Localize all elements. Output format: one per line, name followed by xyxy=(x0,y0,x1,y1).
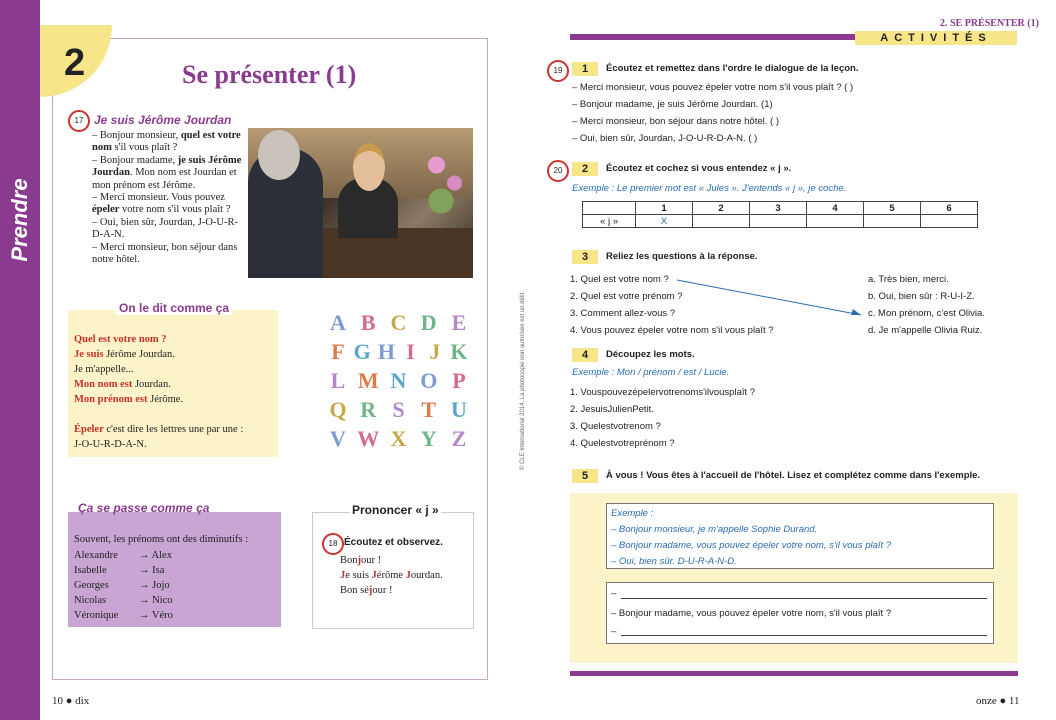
check-cell[interactable] xyxy=(750,215,807,228)
table-header-cell: 4 xyxy=(807,202,864,215)
diminutif-row: Georges → Jojo xyxy=(74,580,170,591)
dialog-order-line: – Oui, bien sûr, Jourdan, J-O-U-R-D-A-N. ( ) xyxy=(572,133,758,144)
alphabet-letter: B xyxy=(360,310,376,335)
audio-track-icon[interactable]: 17 xyxy=(68,110,90,132)
alphabet-letter: R xyxy=(360,397,377,422)
page-number-right: onze ● 11 xyxy=(976,695,1020,707)
table-header-cell: 1 xyxy=(636,202,693,215)
header-rule xyxy=(570,34,855,40)
lesson-title: Se présenter (1) xyxy=(182,60,357,89)
exercise-example: Exemple : Le premier mot est « Jules ». J'entends « j », je coche. xyxy=(572,183,847,194)
alphabet-letter: I xyxy=(406,339,415,364)
dialog-line: – Merci monsieur. Vous pouvez épeler votre nom s'il vous plaît ? xyxy=(92,192,231,216)
check-table xyxy=(582,201,978,228)
exercise-example: Exemple : Mon / prénom / est / Lucie. xyxy=(572,367,730,378)
answer-item: c. Mon prénom, c'est Olivia. xyxy=(868,308,985,319)
prononcer-title: Prononcer « j » xyxy=(352,503,439,517)
alphabet-letter: Z xyxy=(451,426,467,451)
word-cut-item: 4. Quelestvotreprénom ? xyxy=(570,438,675,449)
table-header-cell xyxy=(583,202,636,215)
example-line: – Oui, bien sûr. D-U-R-A-N-D. xyxy=(611,556,737,567)
exercise-instruction: Reliez les questions à la réponse. xyxy=(606,251,758,262)
diminutif-row: Nicolas → Nico xyxy=(74,595,173,606)
exercise-number: 4 xyxy=(572,348,598,362)
exercise-number: 3 xyxy=(572,250,598,264)
example-line: Exemple : xyxy=(611,508,654,519)
audio-track-icon[interactable]: 20 xyxy=(547,160,569,182)
alphabet-letter: Q xyxy=(329,397,347,422)
check-cell[interactable] xyxy=(693,215,750,228)
exercise-instruction: Découpez les mots. xyxy=(606,349,695,360)
prononcer-line: Bonjour ! xyxy=(340,555,382,566)
diminutif-row: Véronique → Véro xyxy=(74,610,173,621)
exercise-4-items xyxy=(570,384,755,452)
word-cut-item: 3. Quelestvotrenom ? xyxy=(570,421,661,432)
table-header-cell: 6 xyxy=(921,202,978,215)
word-cut-item: 2. JesuisJulienPetit. xyxy=(570,404,654,415)
dialog-line: – Oui, bien sûr, Jourdan, J-O-U-R-D-A-N. xyxy=(92,216,238,241)
on-le-dit-lines xyxy=(74,332,274,452)
alphabet-letter: M xyxy=(357,368,379,393)
dialog-order-line: – Merci monsieur, bon séjour dans notre hôtel. ( ) xyxy=(572,116,779,127)
diminutifs-list xyxy=(74,548,173,623)
dialog-order-line: – Bonjour madame, je suis Jérôme Jourdan. (1) xyxy=(572,99,773,110)
copyright-notice: © CLE International 2014. La photocopie non autorisée est un délit. xyxy=(520,291,526,470)
example-line: – Bonjour madame, vous pouvez épeler votre nom, s'il vous plaît ? xyxy=(611,540,892,551)
exercise-instruction: Écoutez et cochez si vous entendez « j ». xyxy=(606,163,792,174)
alphabet-letter: W xyxy=(357,426,380,451)
on-le-dit-line: Mon prénom est Jérôme. xyxy=(74,394,184,405)
alphabet-letter: J xyxy=(429,339,441,364)
answers-list xyxy=(868,271,985,339)
exercise-number: 1 xyxy=(572,62,598,76)
activities-header: ACTIVITÉS xyxy=(855,31,1017,45)
question-item: 1. Quel est votre nom ? xyxy=(570,274,669,285)
question-item: 2. Quel est votre prénom ? xyxy=(570,291,683,302)
question-item: 3. Comment allez-vous ? xyxy=(570,308,676,319)
exercise-number: 2 xyxy=(572,162,598,176)
on-le-dit-title: On le dit comme ça xyxy=(116,301,232,315)
question-item: 4. Vous pouvez épeler votre nom s'il vous plaît ? xyxy=(570,325,774,336)
prononcer-line: Je suis Jérôme Jourdan. xyxy=(340,570,443,581)
diminutif-row: Isabelle → Isa xyxy=(74,565,165,576)
alphabet-letter: A xyxy=(330,310,346,335)
diminutif-row: Alexandre → Alex xyxy=(74,550,172,561)
table-header-cell: 2 xyxy=(693,202,750,215)
alphabet-letter: U xyxy=(451,397,467,422)
alphabet-letter: H xyxy=(377,339,395,364)
answer-dash: – xyxy=(611,588,617,599)
dialog-line: – Bonjour monsieur, quel est votre nom s'il vous plaît ? xyxy=(92,130,241,154)
on-le-dit-line: Mon nom est Jourdan. xyxy=(74,379,171,390)
prononcer-line: Bon séjour ! xyxy=(340,585,393,596)
dialog-line: – Merci monsieur, bon séjour dans notre hôtel. xyxy=(92,241,238,266)
on-le-dit-line xyxy=(74,407,274,422)
alphabet-letter: S xyxy=(392,397,405,422)
alphabet-letter: P xyxy=(452,368,466,393)
on-le-dit-line: Épeler c'est dire les lettres une par une : xyxy=(74,424,244,435)
alphabet-letter: C xyxy=(390,310,407,335)
answer-dash: – xyxy=(611,626,617,637)
alphabet-letter: L xyxy=(330,368,346,393)
alphabet-letter: V xyxy=(330,426,346,451)
prononcer-instruction: Écoutez et observez. xyxy=(344,537,443,548)
answer-item: a. Très bien, merci. xyxy=(868,274,949,285)
match-arrow xyxy=(675,278,865,318)
ca-se-passe-title: Ça se passe comme ça xyxy=(78,501,210,515)
on-le-dit-line: Je m'appelle... xyxy=(74,364,134,375)
alphabet-letter: N xyxy=(390,368,407,393)
answer-line[interactable] xyxy=(621,635,987,636)
alphabet-letter: D xyxy=(420,310,437,335)
alphabet-letter: K xyxy=(450,339,468,364)
prononcer-lines xyxy=(340,553,443,598)
answer-item: b. Oui, bien sûr : R-U-I-Z. xyxy=(868,291,975,302)
alphabet-letter: X xyxy=(390,426,407,451)
dialog-order-line: – Merci monsieur, vous pouvez épeler votre nom s'il vous plaît ? ( ) xyxy=(572,82,854,93)
answer-item: d. Je m'appelle Olivia Ruiz. xyxy=(868,325,983,336)
answer-middle: – Bonjour madame, vous pouvez épeler votre nom, s'il vous plaît ? xyxy=(611,608,892,619)
audio-track-icon[interactable]: 19 xyxy=(547,60,569,82)
dialog-title: Je suis Jérôme Jourdan xyxy=(94,113,232,127)
alphabet-letter: F xyxy=(331,339,345,364)
side-band-title: Prendre contact xyxy=(7,178,72,262)
exercise-number: 5 xyxy=(572,469,598,483)
alphabet-illustration xyxy=(326,308,471,456)
hotel-reception-photo xyxy=(248,128,473,278)
audio-track-icon[interactable]: 18 xyxy=(322,533,344,555)
table-row-label: « j » xyxy=(583,215,636,228)
dialog-line: – Bonjour madame, je suis Jérôme Jourdan. Mon nom est Jourdan et mon prénom est Jérôme. xyxy=(92,154,242,191)
alphabet-letter: O xyxy=(420,368,438,393)
table-header-cell: 3 xyxy=(750,202,807,215)
alphabet-letter: E xyxy=(451,310,467,335)
alphabet-letter: G xyxy=(353,339,371,364)
example-line: – Bonjour monsieur, je m'appelle Sophie Durand. xyxy=(611,524,818,535)
alphabet-letter: T xyxy=(421,397,437,422)
check-cell[interactable] xyxy=(807,215,864,228)
lesson-number: 2 xyxy=(64,42,86,84)
table-header-cell: 5 xyxy=(864,202,921,215)
exercise-instruction: À vous ! Vous êtes à l'accueil de l'hôtel. Lisez et complétez comme dans l'exemple. xyxy=(606,470,981,481)
on-le-dit-line: J-O-U-R-D-A-N. xyxy=(74,439,147,450)
exercise-instruction: Écoutez et remettez dans l'ordre le dialogue de la leçon. xyxy=(606,63,859,74)
check-cell[interactable] xyxy=(921,215,978,228)
word-cut-item: 1. Vouspouvezépelervotrenoms'ilvousplaît ? xyxy=(570,387,756,398)
on-le-dit-line: Quel est votre nom ? xyxy=(74,334,167,345)
answer-line[interactable] xyxy=(621,598,987,599)
dialog-text xyxy=(92,130,242,266)
check-cell[interactable] xyxy=(864,215,921,228)
page-number-left: 10 ● dix xyxy=(52,695,90,707)
exercise-1-lines xyxy=(572,79,853,147)
on-le-dit-line: Je suis Jérôme Jourdan. xyxy=(74,349,175,360)
diminutifs-intro: Souvent, les prénoms ont des diminutifs : xyxy=(74,534,249,545)
check-cell[interactable]: X xyxy=(636,215,693,228)
exercise-5-example xyxy=(611,506,891,570)
footer-rule xyxy=(570,671,1018,676)
alphabet-letter: Y xyxy=(420,426,437,451)
section-header: 2. SE PRÉSENTER (1) xyxy=(940,18,1039,29)
